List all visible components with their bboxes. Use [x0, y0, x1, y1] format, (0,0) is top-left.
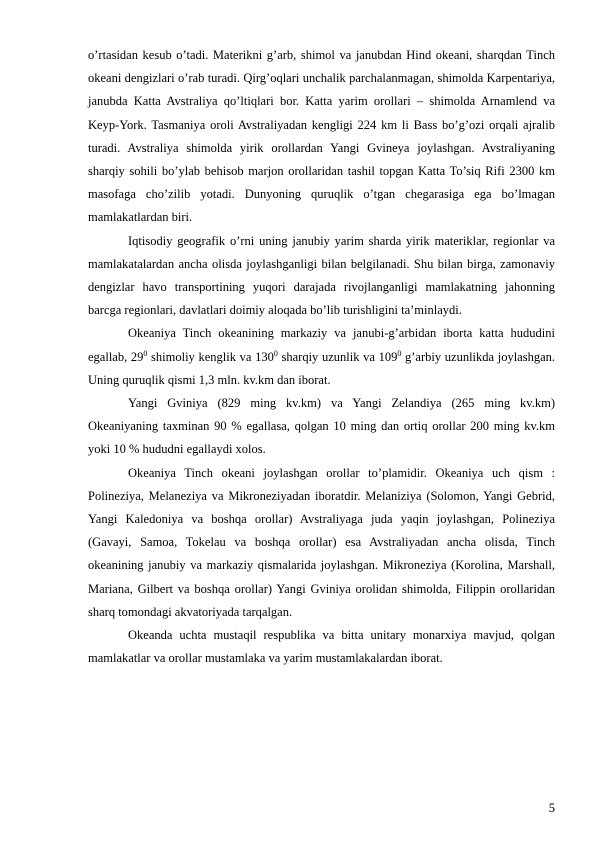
text-segment: Okeaniya Tinch okeanining markaziy va janubi-g’arbidan iborta katta hududini egallab, 29 — [88, 326, 555, 364]
degree-superscript: 0 — [143, 348, 148, 358]
degree-superscript: 0 — [397, 348, 402, 358]
paragraph-economic-geography: Iqtisodiy geografik o’rni uning janubiy yarim sharda yirik materiklar, regionlar va mamlakatalardan ancha olisda joylashganligi bilan belgilanadi. Shu bilan birga, zamonaviy dengizlar havo transportining yuqori darajada rivojlanganligi mamlakatning jahonning barcga regionlari, davlatlari doimiy aloqada bo’lib turishligini ta’minlaydi. — [88, 233, 555, 318]
degree-superscript: 0 — [273, 348, 278, 358]
text-segment: g’arbiy uzunlikda joylashgan. Uning quruqlik qismi 1,3 mln. kv.km dan iborat. — [88, 349, 556, 387]
paragraph-australia-geography: o’rtasidan kesub o’tadi. Materikni g’arb, shimol va janubdan Hind okeani, sharqdan Tinch okeani dengizlari o’rab turadi. Qirg’oqlari unchalik parchalanmagan, shimolda Karpentariya, janubda Katta Avstraliya qo’ltiqlari bor. Katta yarim orollari – shimolda Arnamlend va Keyp-York. Tasmaniya oroli Avstraliyadan kengligi 224 km li Bass bo’g’ozi orqali ajralib turadi. Avstraliya shimolda yirik orollardan Yangi Gvineya joylashgan. Avstraliyaning sharqiy sohili bo’ylab behisob marjon orollaridan tashil topgan Katta To’siq Rifi 2300 km masofaga cho’zilib yotadi. Dunyoning quruqlik o’tgan chegarasiga ega bo’lmagan mamlakatlardan biri. — [88, 48, 555, 225]
document-page — [88, 44, 555, 670]
page-number: 5 — [548, 801, 555, 815]
text-segment: shimoliy kenglik va 130 — [147, 349, 274, 364]
paragraph-island-areas: Yangi Gviniya (829 ming kv.km) va Yangi Zelandiya (265 ming kv.km) Okeaniyaning taxminan 90 % egallasa, qolgan 10 ming dan ortiq orollar 200 ming kv.km yoki 10 % hududni egallaydi xolos. — [88, 396, 555, 457]
paragraph-states: Okeanda uchta mustaqil respublika va bitta unitary monarxiya mavjud, qolgan mamlakatlar va orollar mustamlaka va yarim mustamlakalardan iborat. — [88, 628, 555, 666]
paragraph-oceania-regions: Okeaniya Tinch okeani joylashgan orollar to’plamidir. Okeaniya uch qism : Polineziya, Melaneziya va Mikroneziyadan iboratdir. Melaniziya (Solomon, Yangi Gebrid, Yangi Kaledoniya va boshqa orollar) Avstraliyaga juda yaqin joylashgan, Polineziya (Gavayi, Samoa, Tokelau va boshqa orollar) esa Avstraliyadan ancha olisda, Tinch okeanining janubiy va markaziy qismalarida joylashgan. Mikroneziya (Korolina, Marshall, Mariana, Gilbert va boshqa orollar) Yangi Gviniya orolidan shimolda, Filippin orollaridan sharq tomondagi akvatoriyada tarqalgan. — [88, 465, 555, 619]
paragraph-oceania-location — [88, 322, 555, 392]
text-segment: sharqiy uzunlik va 109 — [277, 349, 398, 364]
